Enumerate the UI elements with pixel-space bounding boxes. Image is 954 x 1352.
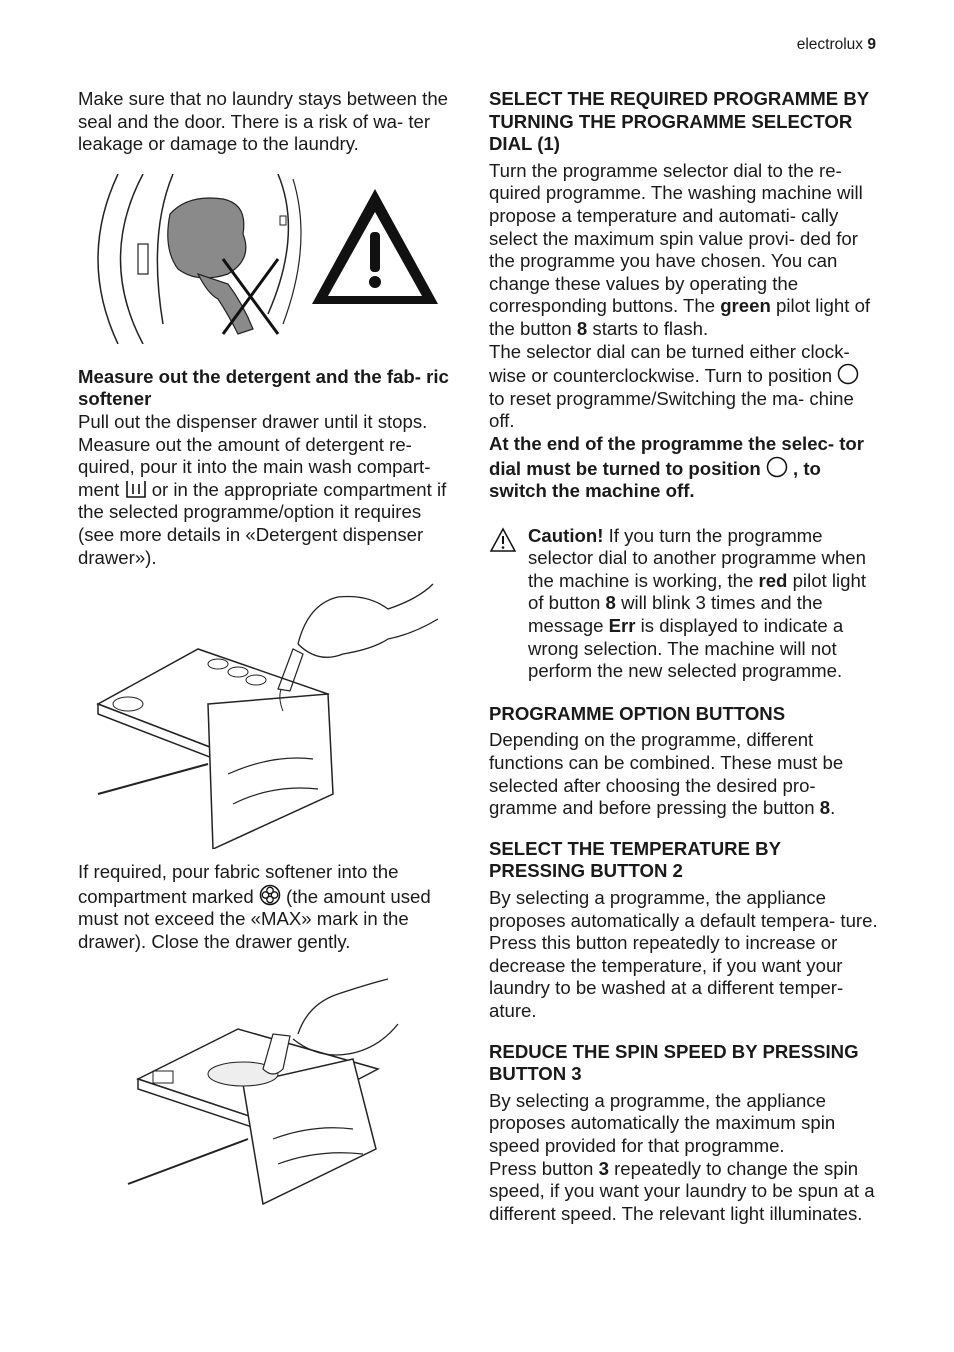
- end-of-programme-text: At the end of the programme the selec- tor dial must be turned to position , to switch the machine off.: [489, 432, 865, 502]
- caution-icon: [489, 527, 517, 553]
- fabric-softener-icon: [259, 884, 281, 906]
- option-buttons-heading: PROGRAMME OPTION BUTTONS: [489, 702, 786, 724]
- spin-speed-text-2: Press button 3 repeatedly to change the spin speed, if you want your laundry to be spun at a different speed. The relevant light illuminates.: [489, 1157, 875, 1224]
- select-programme-heading: SELECT THE REQUIRED PROGRAMME BY TURNING THE PROGRAMME SELECTOR DIAL (1): [489, 88, 869, 155]
- measure-heading: Measure out the detergent and the fab- ric softener: [78, 365, 449, 410]
- temperature-heading: SELECT THE TEMPERATURE BY PRESSING BUTTON 2: [489, 837, 781, 882]
- temperature-text-1: By selecting a programme, the appliance proposes automatically a default tempera- ture.: [489, 887, 878, 931]
- spin-speed-text-1: By selecting a programme, the appliance proposes automatically the maximum spin speed provided for that programme.: [489, 1089, 836, 1156]
- off-position-icon: [766, 456, 788, 478]
- caution-note: [489, 525, 879, 683]
- spin-speed-heading: REDUCE THE SPIN SPEED BY PRESSING BUTTON 3: [489, 1040, 859, 1085]
- off-position-icon: [837, 363, 859, 385]
- left-column: [78, 88, 462, 1224]
- selector-dial-text: The selector dial can be turned either clock- wise or counterclockwise. Turn to position to reset programme/Switching the ma- chine off.: [489, 341, 879, 433]
- page-number: 9: [867, 36, 876, 53]
- softener-text: If required, pour fabric softener into the compartment marked (the amount used must not exceed the «MAX» mark in the drawer). Close the drawer gently.: [78, 861, 431, 952]
- temperature-text-2: Press this button repeatedly to increase or decrease the temperature, if you want your laundry to be washed at a different temper- ature.: [489, 932, 844, 1021]
- door-seal-illustration: [78, 174, 462, 344]
- caution-text: Caution! If you turn the programme selector dial to another programme when the machine is working, the red pilot light of button 8 will blink 3 times and the message Err is displayed to indicate a wrong selection. The machine will not perform the new selected programme.: [528, 524, 866, 682]
- seal-warning-text: Make sure that no laundry stays between the seal and the door. There is a risk of wa- ter leakage or damage to the laundry.: [78, 88, 449, 155]
- measure-text: Pull out the dispenser drawer until it stops. Measure out the amount of detergent re- quired, pour it into the main wash compart- ment or in the appropriate compartment if the selected programme/option it requires (see more details in «Detergent dispenser drawer»).: [78, 410, 447, 568]
- right-column: [489, 88, 879, 1225]
- main-wash-compartment-icon: [125, 479, 147, 499]
- select-programme-text: Turn the programme selector dial to the re- quired programme. The washing machine will propose a temperature and automati- cally select the maximum spin value provi- ded for the programme you have chosen. You can change these values by operating the corresponding buttons. The green pilot light of the button 8 starts to flash.: [489, 159, 871, 339]
- brand-name: electrolux: [796, 36, 864, 53]
- detergent-drawer-illustration: [78, 579, 462, 849]
- option-buttons-text: Depending on the programme, different functions can be combined. These must be selected after choosing the desired pro- gramme and before pressing the button 8.: [489, 729, 844, 819]
- page-header: [797, 36, 876, 54]
- softener-drawer-illustration: [78, 974, 462, 1224]
